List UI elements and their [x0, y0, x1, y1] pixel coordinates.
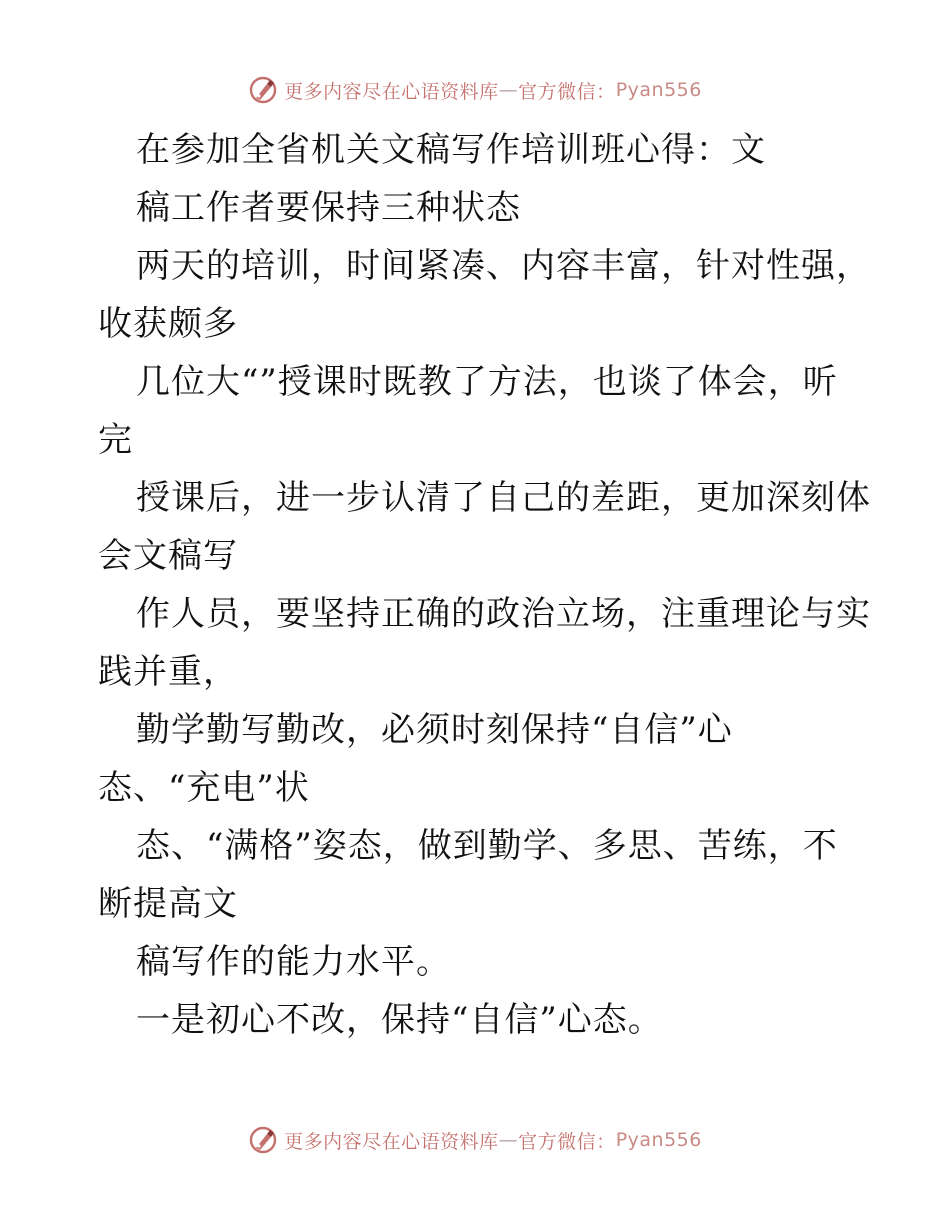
watermark-separator: — — [498, 1129, 519, 1151]
header-watermark — [0, 72, 950, 108]
watermark-wechat-label: 官方微信： — [518, 1130, 616, 1153]
paragraph-line: 勤学勤写勤改，必须时刻保持“自信”心 — [136, 710, 733, 750]
paragraph-line: 收获颇多 — [98, 304, 238, 344]
paragraph-line: 践并重， — [98, 652, 238, 692]
watermark-wechat-id: Pyan556 — [615, 1129, 702, 1151]
footer-watermark — [0, 1122, 950, 1158]
watermark-wechat-id: Pyan556 — [615, 79, 702, 101]
paragraph-line: 两天的培训，时间紧凑、内容丰富，针对性强， — [136, 246, 871, 286]
paragraph-line: 授课后，进一步认清了自己的差距，更加深刻体 — [136, 478, 871, 518]
title-line-2: 稿工作者要保持三种状态 — [136, 188, 521, 228]
pen-nib-circle-icon — [248, 1125, 278, 1155]
watermark-brand: 更多内容尽在心语资料库 — [284, 1130, 499, 1153]
paragraph-line: 作人员，要坚持正确的政治立场，注重理论与实 — [136, 594, 871, 634]
watermark-separator: — — [498, 79, 519, 101]
title-line-1: 在参加全省机关文稿写作培训班心得：文 — [136, 130, 766, 170]
watermark-wechat-label: 官方微信： — [518, 80, 616, 103]
paragraph-line: 几位大“”授课时既教了方法，也谈了体会，听 — [136, 362, 838, 402]
paragraph-line: 态、“满格”姿态，做到勤学、多思、苦练，不 — [136, 826, 838, 866]
paragraph-line: 一是初心不改，保持“自信”心态。 — [136, 1000, 663, 1040]
paragraph-line: 稿写作的能力水平。 — [136, 942, 451, 982]
paragraph-line: 会文稿写 — [98, 536, 238, 576]
paragraph-line: 态、“充电”状 — [98, 768, 310, 808]
paragraph-line: 完 — [98, 420, 133, 460]
document-body — [98, 121, 871, 1049]
paragraph-line: 断提高文 — [98, 884, 238, 924]
pen-nib-circle-icon — [248, 75, 278, 105]
watermark-brand: 更多内容尽在心语资料库 — [284, 80, 499, 103]
